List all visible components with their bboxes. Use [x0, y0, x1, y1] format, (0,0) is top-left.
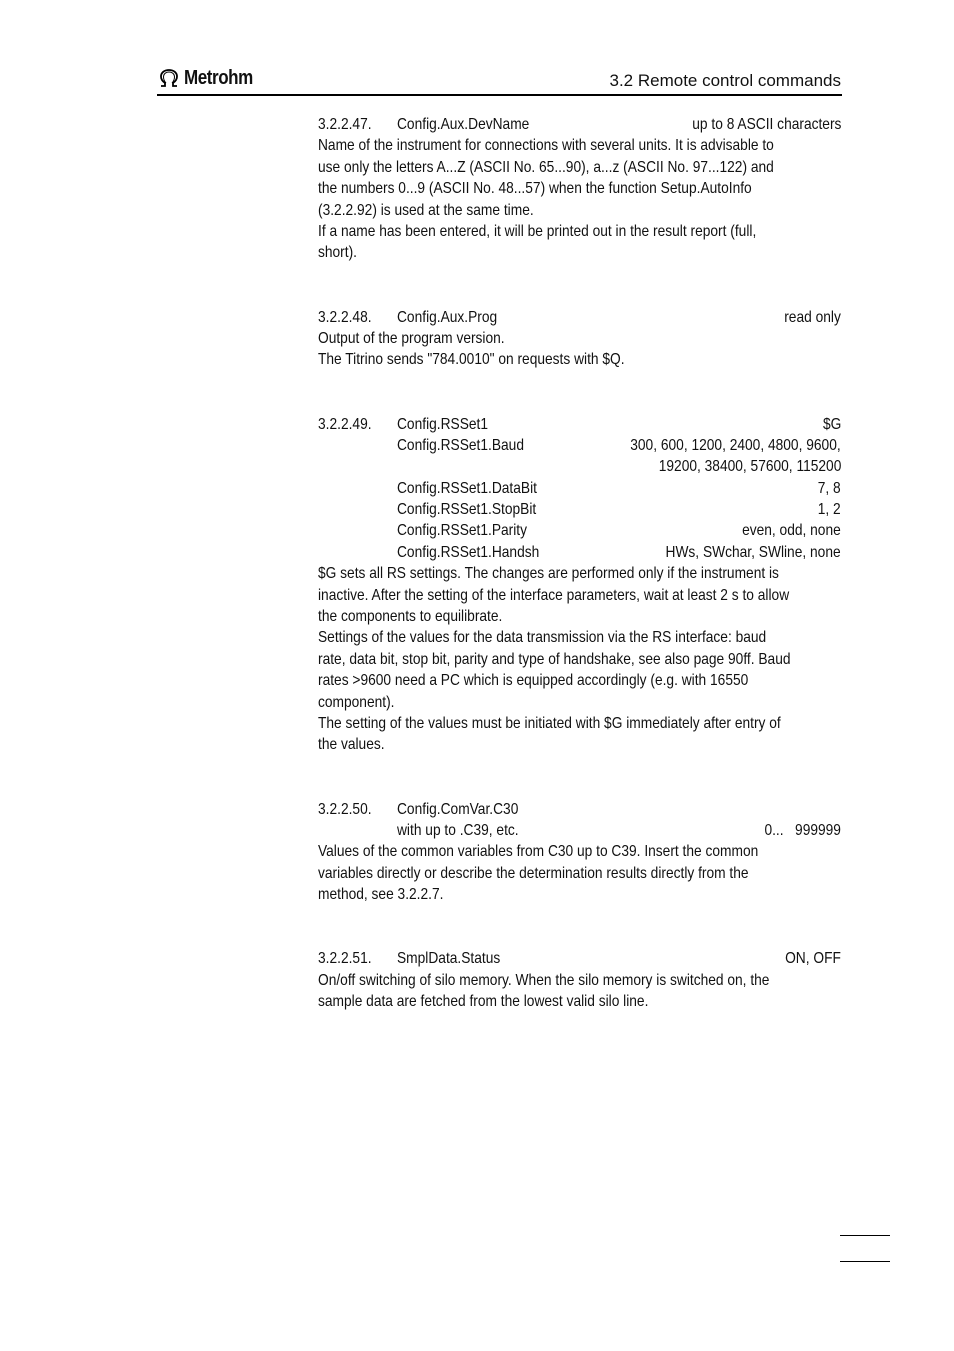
section-number: 3.2.2.50.: [318, 800, 372, 818]
content: [318, 114, 841, 1012]
description-line: use only the letters A...Z (ASCII No. 65...90), a...z (ASCII No. 97...122) and: [318, 158, 774, 176]
metrohm-logo: [158, 66, 265, 90]
description-line: Settings of the values for the data transmission via the RS interface: baud: [318, 629, 767, 647]
section-header: [318, 307, 841, 328]
parameter-name: Config.RSSet1.StopBit: [397, 501, 537, 519]
command-value: $G: [822, 415, 841, 433]
description-line: the numbers 0...9 (ASCII No. 48...57) when the function Setup.AutoInfo: [318, 180, 752, 198]
logo-text: Metrohm: [184, 66, 253, 89]
section-3-2-2-47: [318, 114, 841, 264]
command-name: Config.RSSet1: [397, 415, 489, 433]
description-line: method, see 3.2.2.7.: [318, 886, 444, 904]
description-line: If a name has been entered, it will be printed out in the result report (full,: [318, 222, 757, 240]
section-3-2-2-48: [318, 307, 841, 371]
parameter-row: [318, 820, 841, 841]
parameter-row: [318, 435, 841, 456]
parameter-row: [318, 478, 841, 499]
description-line: sample data are fetched from the lowest valid silo line.: [318, 993, 649, 1011]
description-line: (3.2.2.92) is used at the same time.: [318, 201, 534, 219]
parameter-value: 7, 8: [818, 479, 841, 497]
description-line: The setting of the values must be initiated with $G immediately after entry of: [318, 714, 781, 732]
description-line: inactive. After the setting of the interface parameters, wait at least 2 s to allow: [318, 586, 790, 604]
header-rule: [157, 94, 842, 96]
section-header: [318, 114, 841, 135]
section-3-2-2-51: [318, 948, 841, 1012]
parameter-name: with up to .C39, etc.: [397, 821, 519, 839]
description-line: component).: [318, 693, 395, 711]
description-line: short).: [318, 244, 357, 262]
footer-rule-top: [840, 1235, 890, 1236]
command-name: Config.Aux.Prog: [397, 308, 498, 326]
description-line: rate, data bit, stop bit, parity and type of handshake, see also page 90ff. Baud: [318, 650, 791, 668]
section-number: 3.2.2.51.: [318, 950, 372, 968]
parameter-value: 1, 2: [818, 501, 841, 519]
parameter-value: 300, 600, 1200, 2400, 4800, 9600,: [630, 436, 841, 454]
section-3-2-2-49: [318, 414, 841, 756]
parameter-name: Config.RSSet1.Baud: [397, 436, 524, 454]
parameter-value: HWs, SWchar, SWline, none: [665, 543, 841, 561]
parameter-row: [318, 499, 841, 520]
parameter-value: 0... 999999: [764, 821, 841, 839]
description-line: variables directly or describe the determination results directly from the: [318, 864, 749, 882]
description-line: Output of the program version.: [318, 329, 505, 347]
omega-icon: [158, 68, 180, 88]
section-3-2-2-50: [318, 799, 841, 906]
footer-rule-bottom: [840, 1261, 890, 1262]
section-number: 3.2.2.48.: [318, 308, 372, 326]
parameter-name: Config.RSSet1.Parity: [397, 522, 528, 540]
parameter-value: even, odd, none: [742, 522, 841, 540]
command-name: SmplData.Status: [397, 950, 501, 968]
command-value: read only: [784, 308, 841, 326]
parameter-row: [318, 520, 841, 541]
description-line: Values of the common variables from C30 up to C39. Insert the common: [318, 843, 759, 861]
parameter-name: Config.RSSet1.Handsh: [397, 543, 540, 561]
section-header: [318, 414, 841, 435]
description-line: $G sets all RS settings. The changes are performed only if the instrument is: [318, 565, 779, 583]
parameter-row: [318, 456, 841, 477]
parameter-row: [318, 542, 841, 563]
description-line: rates >9600 need a PC which is equipped accordingly (e.g. with 16550: [318, 672, 749, 690]
section-header: [318, 948, 841, 969]
command-name: Config.Aux.DevName: [397, 116, 530, 133]
description-line: Name of the instrument for connections with several units. It is advisable to: [318, 137, 774, 155]
section-title: 3.2 Remote control commands: [609, 71, 841, 90]
description-line: The Titrino sends "784.0010" on requests with $Q.: [318, 351, 625, 369]
section-number: 3.2.2.49.: [318, 415, 372, 433]
command-name: Config.ComVar.C30: [397, 800, 519, 818]
command-value: up to 8 ASCII characters: [691, 116, 841, 133]
description-line: the components to equilibrate.: [318, 608, 503, 626]
section-number: 3.2.2.47.: [318, 116, 372, 133]
parameter-value: 19200, 38400, 57600, 115200: [658, 458, 841, 476]
parameter-name: Config.RSSet1.DataBit: [397, 479, 537, 497]
command-value: ON, OFF: [785, 950, 841, 968]
description-line: On/off switching of silo memory. When the silo memory is switched on, the: [318, 971, 770, 989]
description-line: the values.: [318, 736, 385, 754]
section-header: [318, 799, 841, 820]
